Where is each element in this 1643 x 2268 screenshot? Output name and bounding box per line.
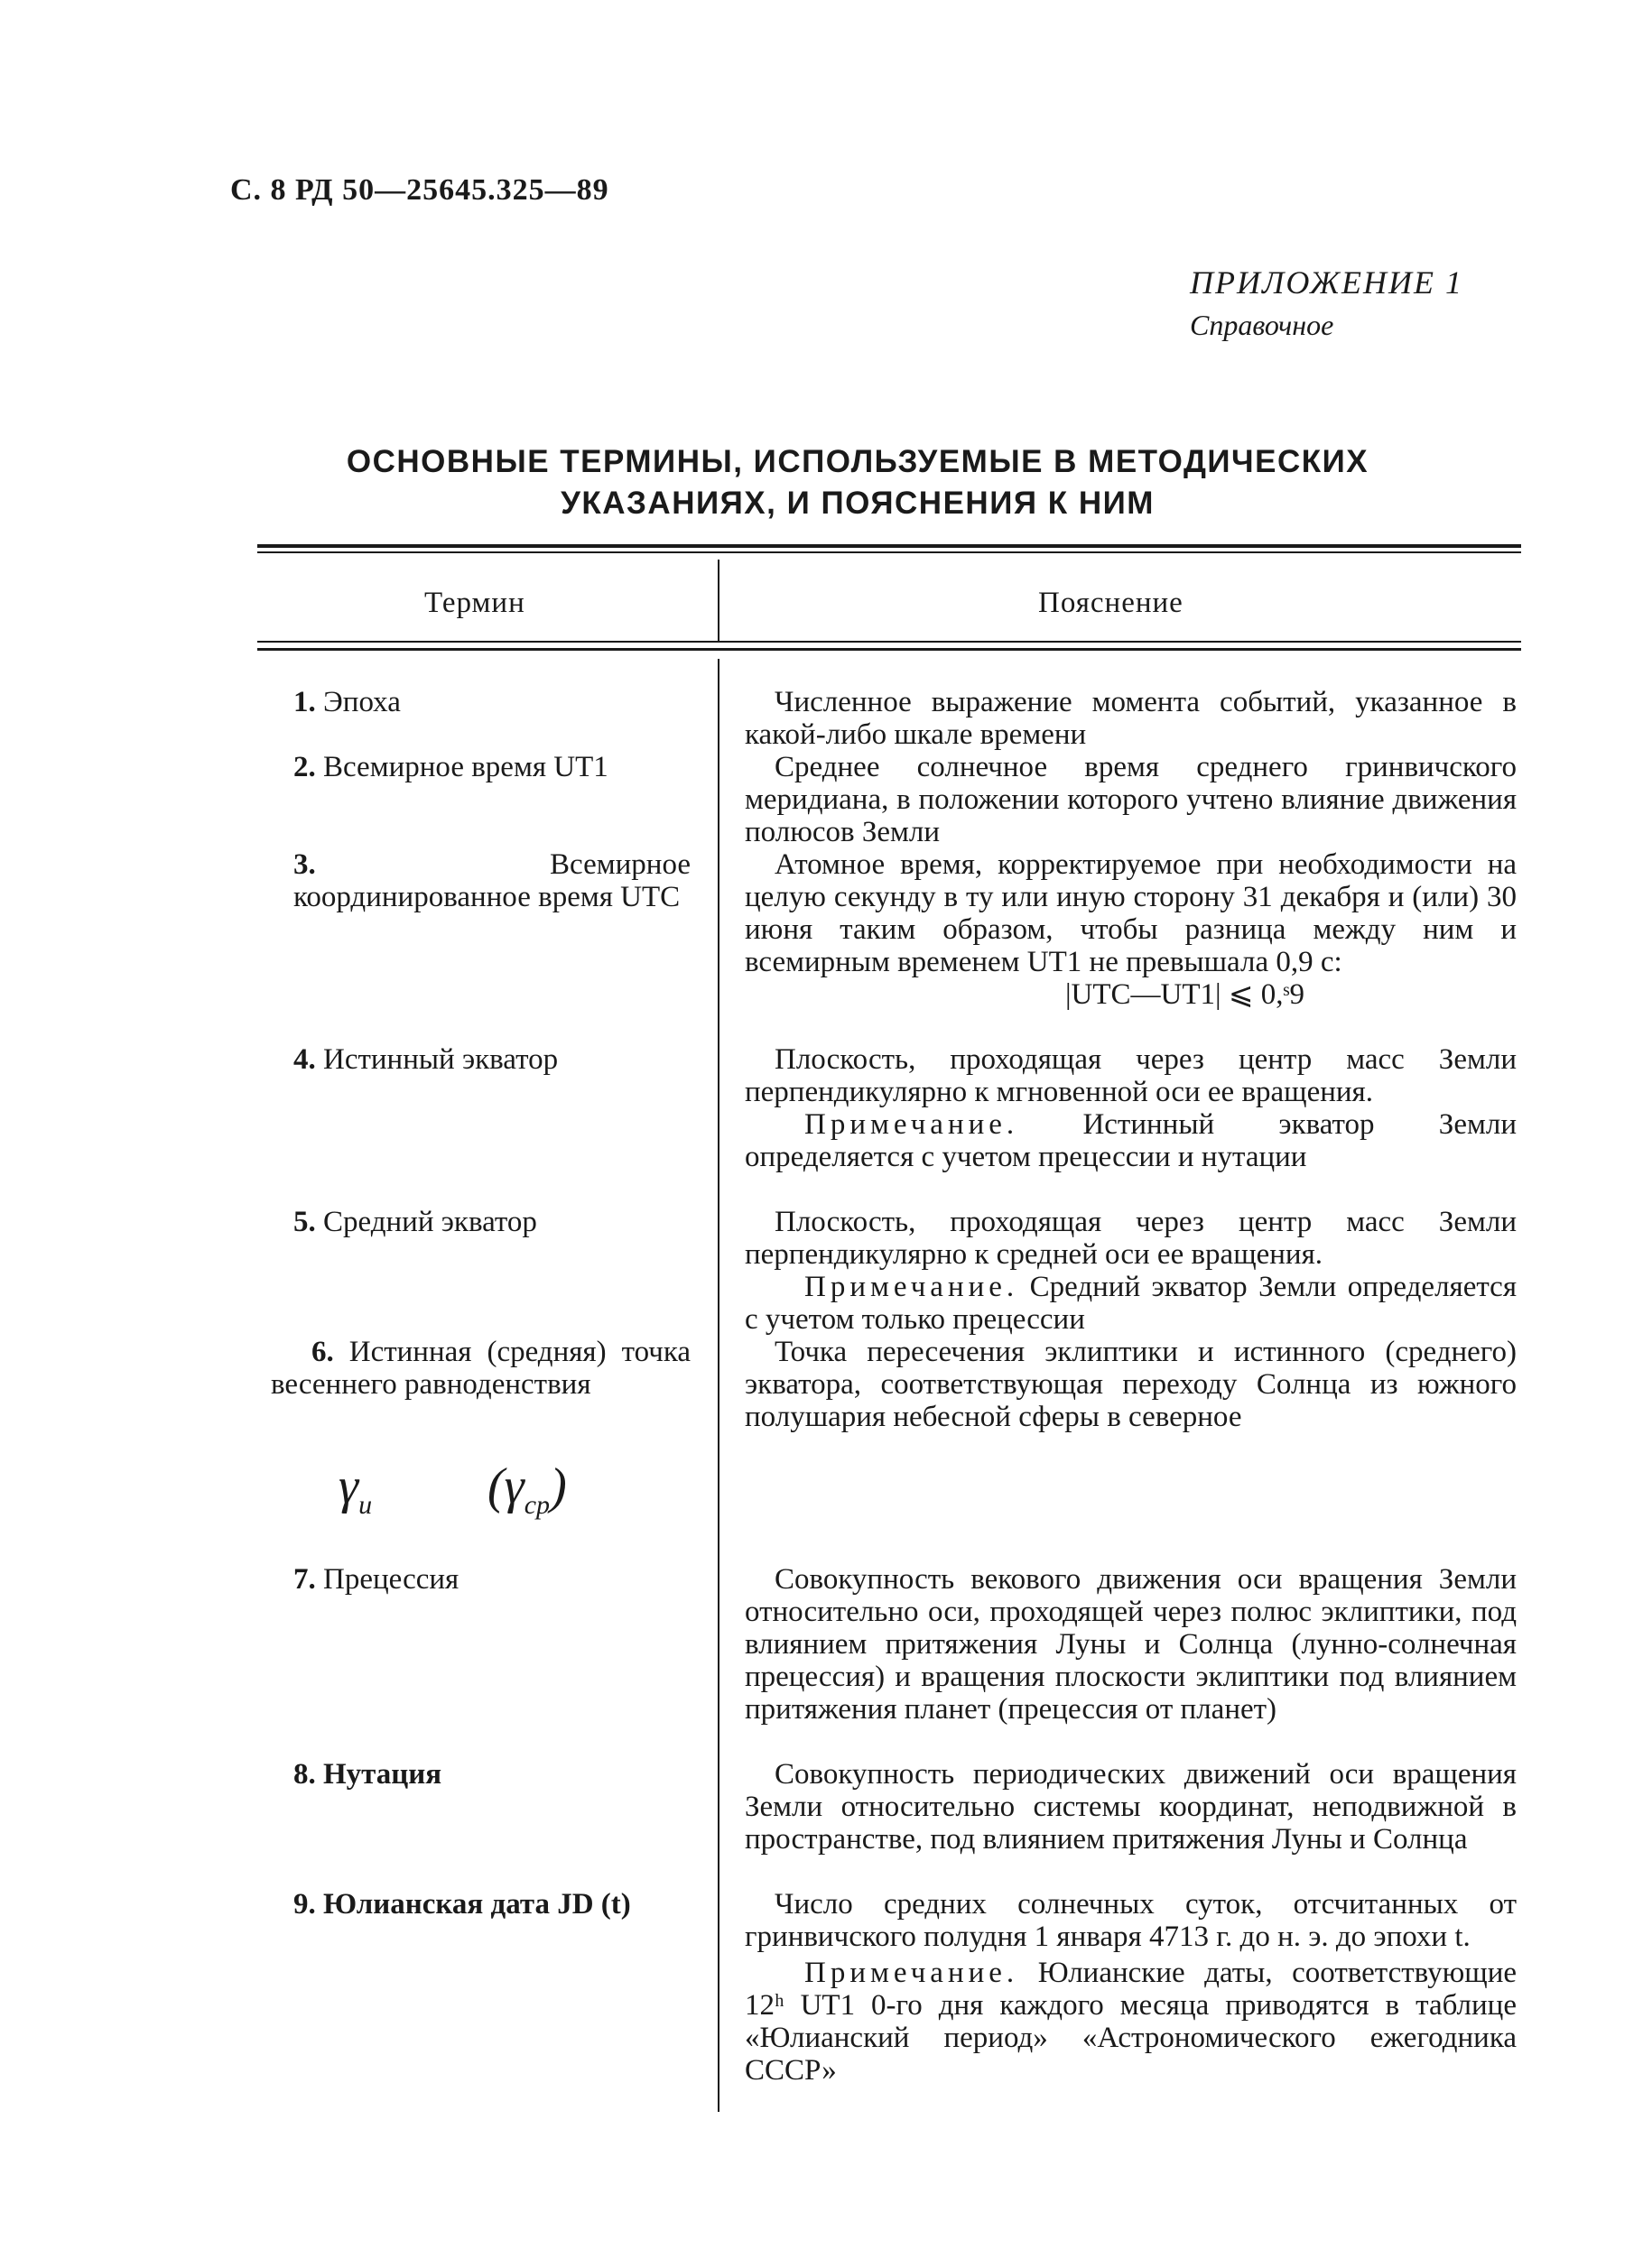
term-text: Нутация bbox=[323, 1758, 442, 1791]
appendix-title: ПРИЛОЖЕНИЕ 1 bbox=[1190, 264, 1463, 301]
explanation-text: Плоскость, проходящая через центр масс Земли перпендикулярно к мгновенной оси ее вращения. bbox=[745, 1043, 1517, 1108]
explanation-note bbox=[745, 1108, 1517, 1173]
table-top-rule-thin bbox=[257, 551, 1521, 553]
term-number: 8. bbox=[293, 1758, 316, 1791]
note-text: Средний экватор Земли определяется с учетом только прецессии bbox=[745, 1271, 1518, 1336]
explanation-9 bbox=[745, 1888, 1517, 2087]
term-2 bbox=[271, 751, 691, 783]
formula-utc: |UTC—UT1| ⩽ 0,ˢ9 bbox=[1064, 978, 1305, 1011]
term-6 bbox=[271, 1336, 691, 1401]
page-reference: С. 8 РД 50—25645.325—89 bbox=[230, 173, 609, 207]
term-number: 5. bbox=[293, 1206, 316, 1238]
term-text: Эпоха bbox=[323, 686, 401, 718]
explanation-text: Совокупность периодических движений оси вращения Земли относительно системы координат, неподвижной в пространстве, под влиянием притяжения Луны и Солнца bbox=[745, 1758, 1517, 1856]
explanation-8 bbox=[745, 1758, 1517, 1856]
column-header-term: Термин bbox=[424, 587, 525, 619]
term-text: Юлианская дата JD (t) bbox=[323, 1888, 631, 1921]
explanation-7 bbox=[745, 1563, 1517, 1726]
term-7 bbox=[271, 1563, 691, 1596]
term-4 bbox=[271, 1043, 691, 1076]
term-number: 7. bbox=[293, 1563, 316, 1596]
explanation-text: Среднее солнечное время среднего гринвичского меридиана, в положении которого учтено влияние движения полюсов Земли bbox=[745, 751, 1517, 848]
term-number: 2. bbox=[293, 751, 316, 783]
explanation-text: Плоскость, проходящая через центр масс Земли перпендикулярно к средней оси ее вращения. bbox=[745, 1206, 1517, 1271]
term-text: Истинная (средняя) точка весеннего равноденствия bbox=[271, 1336, 691, 1401]
vernal-equinox-mean-symbol: $(\gamma_{ср})$ bbox=[487, 1458, 567, 1521]
term-number: 1. bbox=[293, 686, 316, 718]
term-9 bbox=[271, 1888, 691, 1921]
explanation-text: Число средних солнечных суток, отсчитанных от гринвичского полудня 1 января 4713 г. до н. э. до эпохи t. bbox=[745, 1888, 1517, 1953]
header-bottom-rule-thick bbox=[257, 648, 1521, 651]
table-top-rule bbox=[257, 544, 1521, 548]
appendix-subtitle: Справочное bbox=[1190, 309, 1334, 341]
note-text: Истинный экватор Земли определяется с учетом прецессии и нутации bbox=[745, 1108, 1517, 1173]
term-3 bbox=[271, 848, 691, 913]
term-1 bbox=[271, 686, 691, 718]
body-column-divider bbox=[718, 659, 719, 2112]
explanation-note bbox=[745, 1957, 1517, 2087]
term-number: 3. bbox=[293, 848, 316, 881]
explanation-note bbox=[745, 1271, 1517, 1336]
vernal-equinox-true-symbol: $\gamma_и$ bbox=[339, 1458, 373, 1521]
note-text: Юлианские даты, соответствующие 12ʰ UT1 0-го дня каждого месяца приводятся в таблице «Юлианский период» «Астрономического ежегодника СССР» bbox=[745, 1957, 1518, 2087]
explanation-text: Атомное время, корректируемое при необходимости на целую секунду в ту или иную сторону 31 декабря и (или) 30 июня таким образом, чтобы разница между ним и всемирным временем UT1 не превышала 0,9 с: bbox=[745, 848, 1517, 978]
explanation-6 bbox=[745, 1336, 1517, 1433]
term-8 bbox=[271, 1758, 691, 1791]
term-text: Средний экватор bbox=[323, 1206, 537, 1238]
term-text: Истинный экватор bbox=[323, 1043, 559, 1076]
document-title-line-1: ОСНОВНЫЕ ТЕРМИНЫ, ИСПОЛЬЗУЕМЫЕ В МЕТОДИЧЕСКИХ bbox=[346, 444, 1369, 479]
explanation-4 bbox=[745, 1043, 1517, 1173]
term-number: 9. bbox=[293, 1888, 316, 1921]
explanation-1 bbox=[745, 686, 1517, 751]
column-header-explanation: Пояснение bbox=[1038, 587, 1184, 619]
explanation-text: Численное выражение момента событий, указанное в какой-либо шкале времени bbox=[745, 686, 1517, 751]
term-number: 4. bbox=[293, 1043, 316, 1076]
term-text: Всемирное координированное время UTC bbox=[293, 848, 691, 913]
explanation-3 bbox=[745, 848, 1517, 1011]
explanation-text: Совокупность векового движения оси вращения Земли относительно оси, проходящей через полюс эклиптики, под влиянием притяжения Луны и Солнца (лунно-солнечная прецессия) и вращения плоскости эклиптики под влиянием притяжения планет (прецессия от планет) bbox=[745, 1563, 1517, 1726]
header-bottom-rule bbox=[257, 641, 1521, 643]
explanation-2 bbox=[745, 751, 1517, 848]
term-number: 6. bbox=[311, 1336, 334, 1368]
note-label: Примечание. bbox=[804, 1108, 1019, 1141]
note-label: Примечание. bbox=[804, 1957, 1019, 1989]
term-text: Прецессия bbox=[323, 1563, 459, 1596]
note-label: Примечание. bbox=[804, 1271, 1019, 1303]
term-text: Всемирное время UT1 bbox=[323, 751, 608, 783]
explanation-5 bbox=[745, 1206, 1517, 1336]
document-title-line-2: УКАЗАНИЯХ, И ПОЯСНЕНИЯ К НИМ bbox=[561, 486, 1155, 521]
term-5 bbox=[271, 1206, 691, 1238]
explanation-text: Точка пересечения эклиптики и истинного (среднего) экватора, соответствующая переходу Солнца из южного полушария небесной сферы в северное bbox=[745, 1336, 1517, 1433]
